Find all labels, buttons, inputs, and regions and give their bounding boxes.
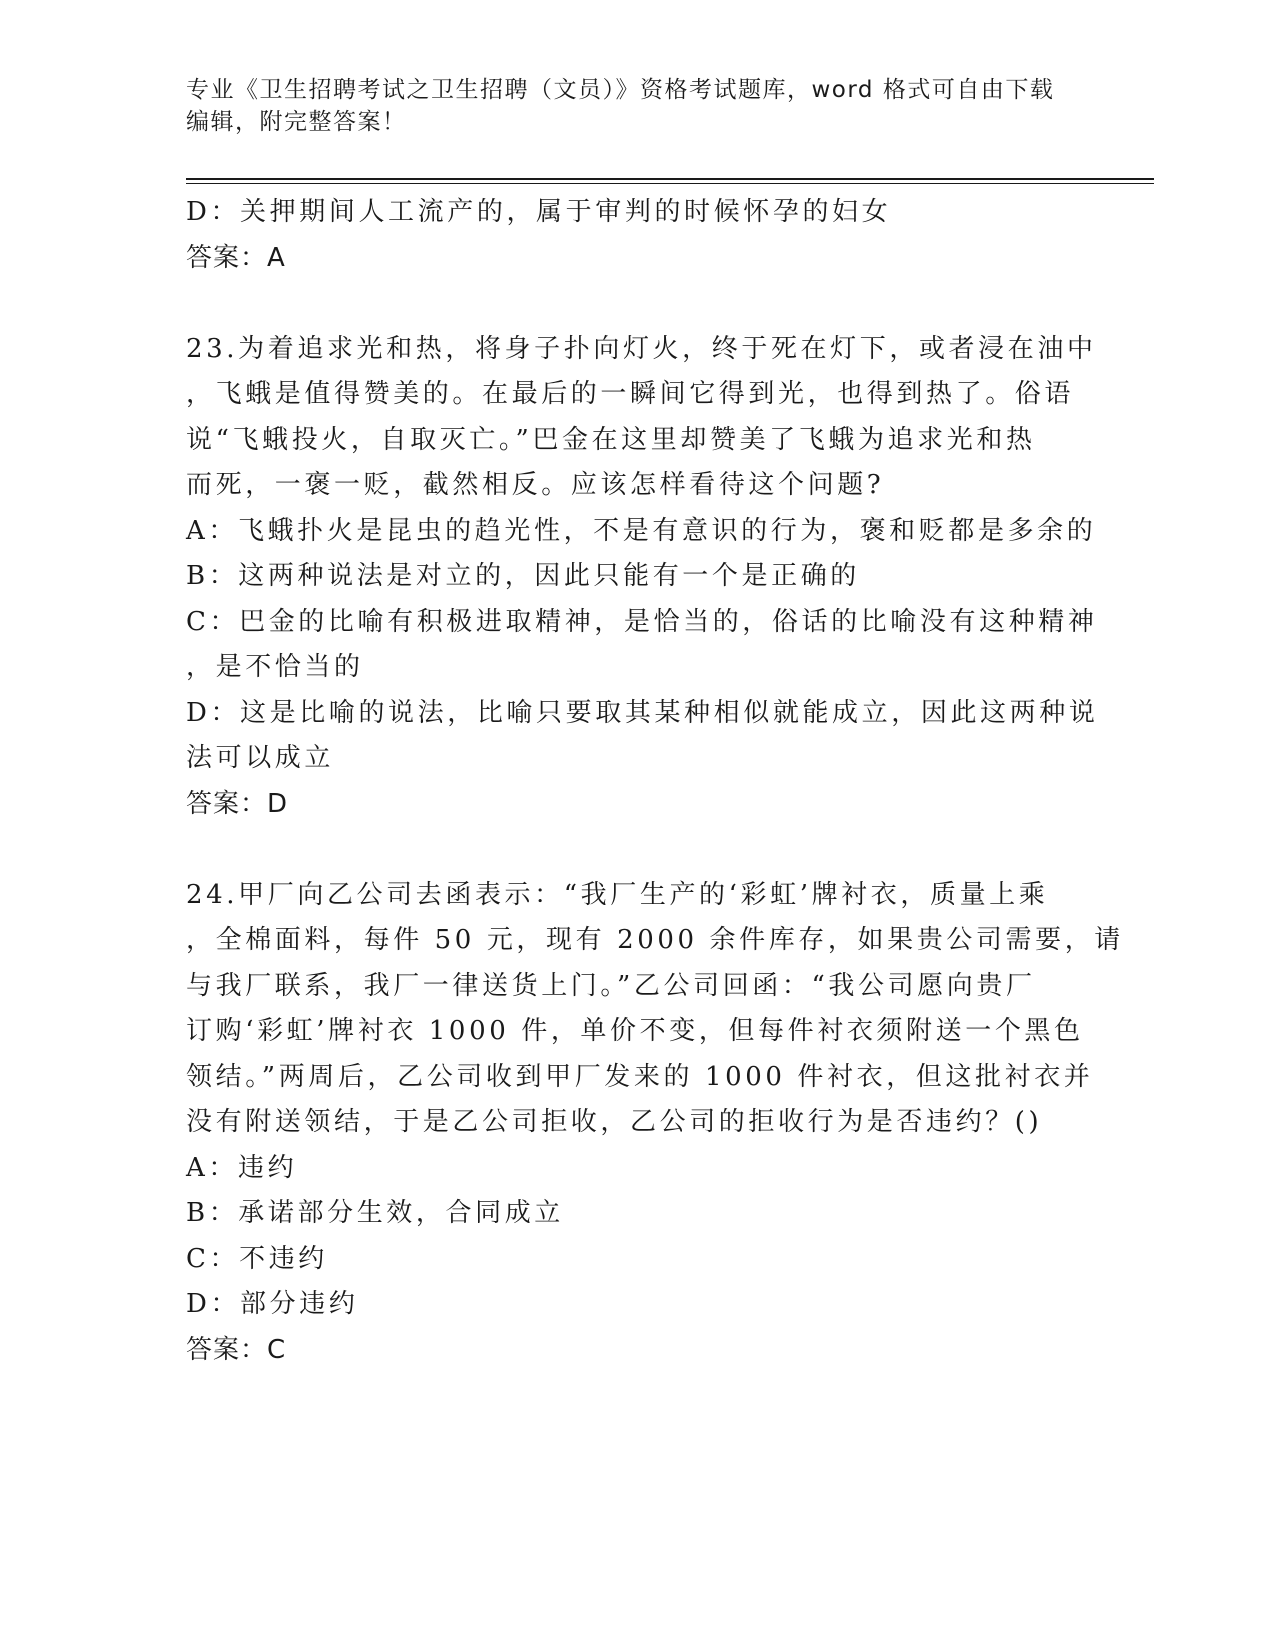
header-divider-thick xyxy=(186,178,1154,180)
question-stem-line: 23.为着追求光和热，将身子扑向灯火，终于死在灯下，或者浸在油中 xyxy=(186,333,1097,364)
option-d: D：这是比喻的说法，比喻只要取其某种相似就能成立，因此这两种说 xyxy=(186,697,1099,728)
option-c: C：巴金的比喻有积极进取精神，是恰当的，俗话的比喻没有这种精神 xyxy=(186,606,1098,637)
question-stem-line: ，飞蛾是值得赞美的。在最后的一瞬间它得到光，也得到热了。俗语 xyxy=(186,379,1075,409)
question-24 xyxy=(186,873,1124,1374)
question-stem-line: 与我厂联系，我厂一律送货上门。”乙公司回函：“我公司愿向贵厂 xyxy=(186,970,1036,1001)
option-d-continued: 法可以成立 xyxy=(186,743,335,773)
header-line-2: 编辑，附完整答案！ xyxy=(186,109,407,135)
header-divider-thin xyxy=(186,183,1154,184)
spacer xyxy=(186,827,1086,873)
option-c: C：不违约 xyxy=(186,1243,328,1274)
option-a: A：违约 xyxy=(186,1152,298,1183)
question-stem-line: 24.甲厂向乙公司去函表示：“我厂生产的‘彩虹’牌衬衣，质量上乘 xyxy=(186,879,1049,910)
header-line-1: 专业《卫生招聘考试之卫生招聘（文员）》资格考试题库，word 格式可自由下载 xyxy=(186,77,1055,103)
option-b: B：这两种说法是对立的，因此只能有一个是正确的 xyxy=(186,561,860,591)
answer: 答案：D xyxy=(186,788,289,819)
question-stem-line: 说“飞蛾投火，自取灭亡。”巴金在这里却赞美了飞蛾为追求光和热 xyxy=(186,424,1036,455)
option-a: A：飞蛾扑火是昆虫的趋光性，不是有意识的行为，褒和贬都是多余的 xyxy=(186,515,1097,546)
option-d: D：部分违约 xyxy=(186,1289,359,1319)
spacer xyxy=(186,281,1086,327)
answer: 答案：A xyxy=(186,242,286,273)
option-b: B：承诺部分生效，合同成立 xyxy=(186,1198,564,1228)
question-stem-line: 领结。”两周后，乙公司收到甲厂发来的 1000 件衬衣，但这批衬衣并 xyxy=(186,1061,1094,1092)
question-stem-line: 订购‘彩虹’牌衬衣 1000 件，单价不变，但每件衬衣须附送一个黑色 xyxy=(186,1016,1084,1046)
answer: 答案：C xyxy=(186,1334,287,1365)
document-body xyxy=(186,190,1124,1373)
option-d: D：关押期间人工流产的，属于审判的时候怀孕的妇女 xyxy=(186,197,892,227)
question-stem-line: 而死，一褒一贬，截然相反。应该怎样看待这个问题? xyxy=(186,470,885,500)
document-header xyxy=(186,74,1066,138)
question-23 xyxy=(186,327,1099,828)
prev-question-tail xyxy=(186,190,1086,281)
question-stem-line: ，全棉面料，每件 50 元，现有 2000 余件库存，如果贵公司需要，请 xyxy=(186,925,1124,955)
option-c-continued: ，是不恰当的 xyxy=(186,652,364,682)
question-stem-line: 没有附送领结，于是乙公司拒收，乙公司的拒收行为是否违约？() xyxy=(186,1107,1043,1137)
